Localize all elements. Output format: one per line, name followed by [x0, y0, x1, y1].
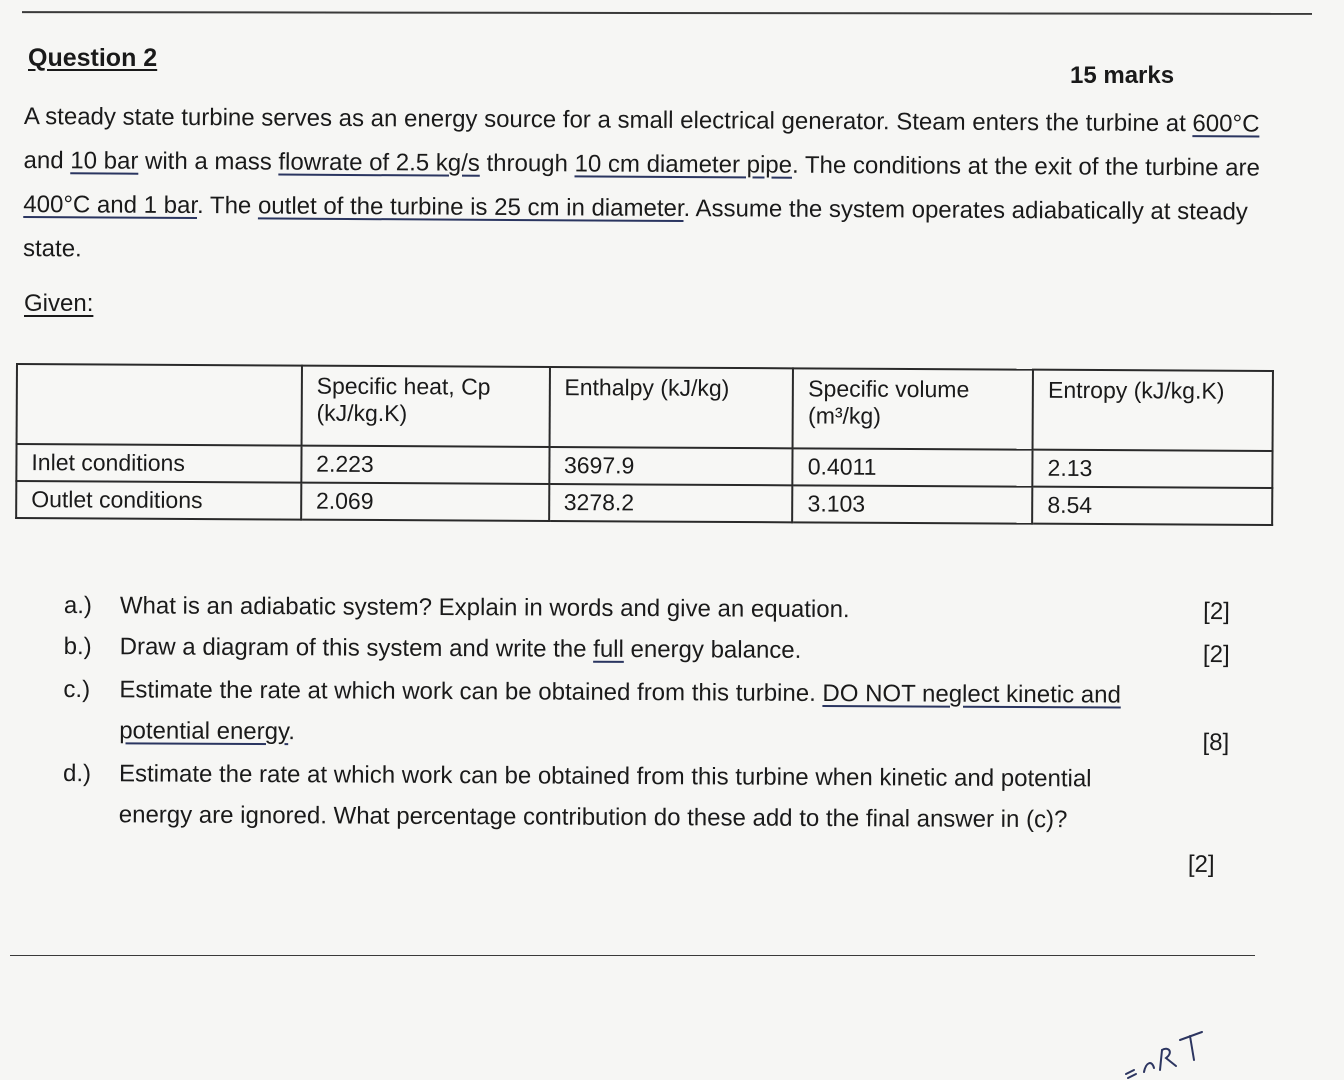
part-label: d.): [62, 759, 92, 788]
table-cell: 3278.2: [549, 484, 793, 522]
part-d: [62, 753, 1243, 879]
properties-table: [15, 363, 1274, 526]
table-cell: 2.13: [1032, 450, 1272, 488]
part-text-underlined: DO NOT neglect kinetic and potential energy: [119, 679, 1121, 746]
table-cell: 3.103: [792, 485, 1032, 523]
outlet-diameter: outlet of the turbine is 25 cm in diameter: [257, 192, 684, 223]
part-label: c.): [63, 675, 91, 704]
table-header-cell: Enthalpy (kJ/kg): [549, 367, 793, 448]
part-marks: [8]: [1202, 728, 1230, 757]
row-label-cell: Inlet conditions: [16, 444, 301, 483]
handwritten-scribble: [1120, 1022, 1210, 1080]
question-intro: [23, 95, 1294, 279]
table-header-cell: Entropy (kJ/kg.K): [1033, 370, 1273, 451]
intro-text: A steady state turbine serves as an energy source for a small electrical generator. Steam enters the turbine at: [23, 102, 1193, 138]
part-b: [64, 626, 1244, 675]
table-header-row: [17, 364, 1273, 451]
part-text-underlined: full: [593, 635, 624, 663]
table-row: [16, 481, 1272, 525]
part-a: [64, 585, 1244, 632]
part-text: Draw a diagram of this system and write the: [119, 633, 594, 663]
part-text: .: [288, 718, 295, 746]
part-label: b.): [63, 632, 92, 661]
inlet-pressure: 10 bar: [70, 147, 139, 175]
intro-text: through: [479, 149, 575, 178]
table-cell: 0.4011: [793, 448, 1033, 486]
part-text: Estimate the rate at which work can be obtained from this turbine when kinetic and potential energy are ignored. What percentage contribution do these add to the final answer in (c)?: [118, 760, 1092, 834]
mass-flowrate: flowrate of 2.5 kg/s: [278, 148, 480, 177]
table-cell: 3697.9: [549, 447, 793, 485]
intro-text: . Assume the system operates adiabatically at steady state.: [22, 195, 1248, 263]
intro-text: . The: [196, 192, 259, 220]
part-c: [63, 669, 1243, 759]
table-cell: 8.54: [1032, 487, 1272, 525]
table-cell: 2.069: [301, 483, 549, 521]
question-title: Question 2: [28, 44, 158, 72]
outlet-conditions: 400°C and 1 bar: [23, 190, 198, 220]
part-marks: [2]: [1202, 640, 1230, 669]
intro-text: with a mass: [138, 147, 279, 176]
part-text: Estimate the rate at which work can be obtained from this turbine.: [119, 676, 823, 707]
bottom-rule: [10, 955, 1255, 956]
part-text: energy balance.: [623, 635, 802, 664]
given-label: Given:: [24, 290, 94, 317]
table-header-cell: [17, 364, 302, 446]
part-text: What is an adiabatic system? Explain in words and give an equation.: [119, 592, 850, 624]
part-marks: [2]: [1203, 597, 1230, 626]
table-header-cell: Specific heat, Cp (kJ/kg.K): [301, 366, 549, 447]
inlet-diameter: 10 cm diameter pipe: [574, 150, 793, 179]
top-rule: [22, 11, 1312, 15]
question-parts: [62, 585, 1243, 879]
table-cell: 2.223: [301, 446, 549, 484]
part-marks: [2]: [1187, 850, 1215, 879]
row-label-cell: Outlet conditions: [16, 481, 301, 520]
intro-text: and: [23, 146, 71, 175]
total-marks: 15 marks: [1070, 62, 1175, 89]
table-header-cell: Specific volume (m³/kg): [793, 368, 1033, 449]
part-label: a.): [63, 591, 92, 620]
intro-text: . The conditions at the exit of the turbine are: [791, 151, 1260, 182]
inlet-temperature: 600°C: [1192, 110, 1260, 138]
